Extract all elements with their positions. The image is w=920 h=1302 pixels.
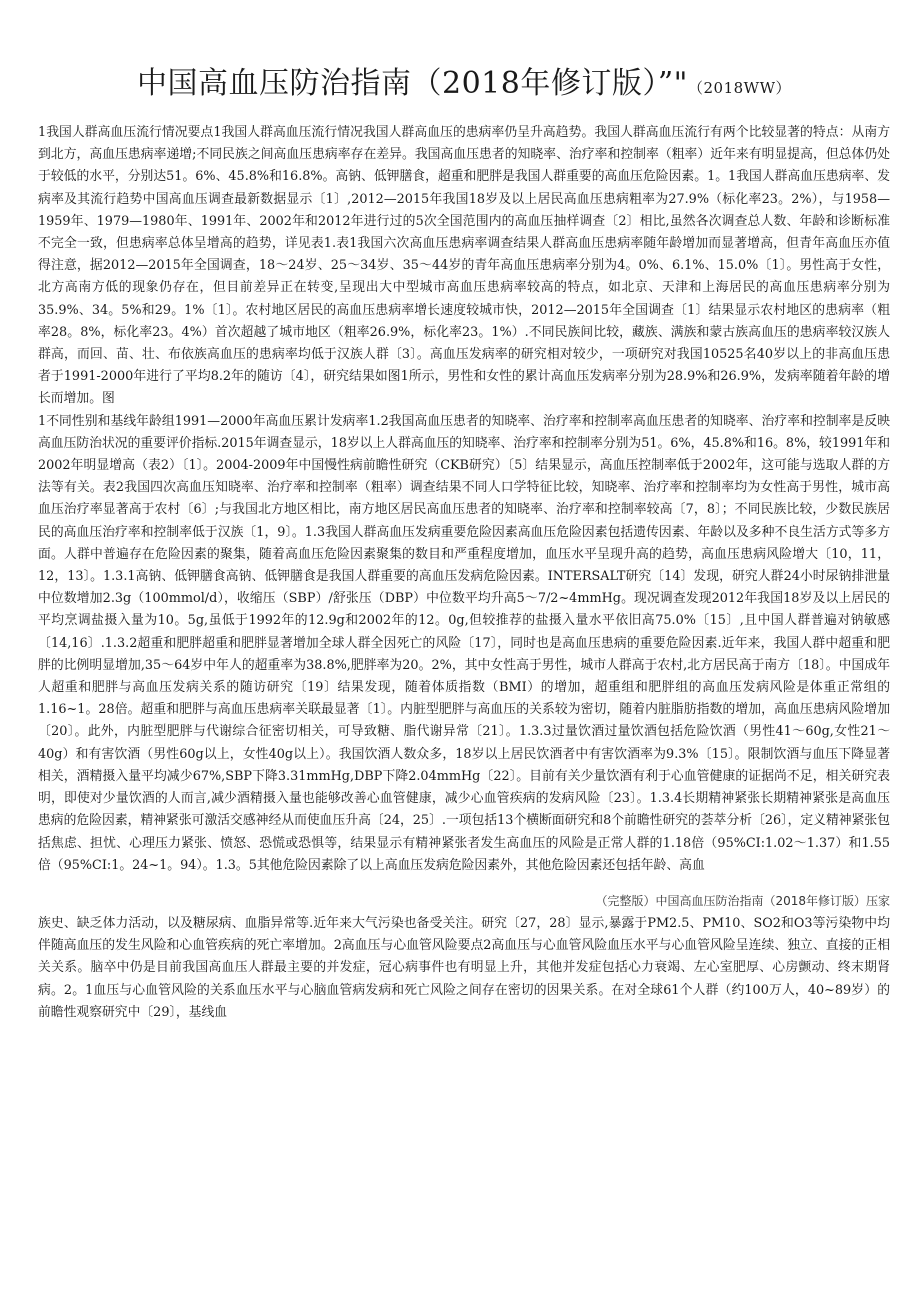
title-suffix: （2018WW） <box>687 79 791 97</box>
body-paragraph: 1不同性别和基线年龄组1991—2000年高血压累计发病率1.2我国高血压患者的知晓率、治疗率和控制率高血压患者的知晓率、治疗率和控制率是反映高血压防治状况的重要评价指标.2015年调查显示，18岁以上人群高血压的知晓率、治疗率和控制率分别为51。6%，45.8%和16。8%，较1991年和2002年明显增高（表2）〔1〕。2004-2009年中国慢性病前瞻性研究（CKB研究）〔5〕结果显示，高血压控制率低于2002年，这可能与选取人群的方法等有关。表2我国四次高血压知晓率、治疗率和控制率（粗率）调查结果不同人口学特征比较，知晓率、治疗率和控制率均为女性高于男性，城市高血压治疗率显著高于农村〔6〕;与我国北方地区相比，南方地区居民高血压患者的知晓率、治疗率和控制率较高〔7，8〕；不同民族比较，少数民族居民的高血压治疗率和控制率低于汉族〔1，9〕。1.3我国人群高血压发病重要危险因素高血压危险因素包括遗传因素、年龄以及多种不良生活方式等多方面。人群中普遍存在危险因素的聚集，随着高血压危险因素聚集的数目和严重程度增加，血压水平呈现升高的趋势，高血压患病风险增大〔10，11，12，13〕。1.3.1高钠、低钾膳食高钠、低钾膳食是我国人群重要的高血压发病危险因素。INTERSALT研究〔14〕发现，研究人群24小时尿钠排泄量中位数增加2.3g（100mmol/d），收缩压（SBP）/舒张压（DBP）中位数平均升高5～7/2~4mmHg。现况调查发现2012年我国18岁及以上居民的平均烹调盐摄入量为10。5g,虽低于1992年的12.9g和2002年的12。0g,但较推荐的盐摄入量水平依旧高75.0%〔15〕,且中国人群普遍对钠敏感〔14,16〕.1.3.2超重和肥胖超重和肥胖显著增加全球人群全因死亡的风险〔17〕，同时也是高血压患病的重要危险因素.近年来，我国人群中超重和肥胖的比例明显增加,35～64岁中年人的超重率为38.8%,肥胖率为20。2%，其中女性高于男性，城市人群高于农村,北方居民高于南方〔18〕。中国成年人超重和肥胖与高血压发病关系的随访研究〔19〕结果发现，随着体质指数（BMI）的增加，超重组和肥胖组的高血压发病风险是体重正常组的1.16~1。28倍。超重和肥胖与高血压患病率关联最显著〔1〕。内脏型肥胖与高血压的关系较为密切，随着内脏脂肪指数的增加，高血压患病风险增加〔20〕。此外，内脏型肥胖与代谢综合征密切相关，可导致糖、脂代谢异常〔21〕。1.3.3过量饮酒过量饮酒包括危险饮酒（男性41～60g,女性21～40g）和有害饮酒（男性60g以上，女性40g以上）。我国饮酒人数众多，18岁以上居民饮酒者中有害饮酒率为9.3%〔15〕。限制饮酒与血压下降显著相关，酒精摄入量平均减少67%,SBP下降3.31mmHg,DBP下降2.04mmHg〔22〕。目前有关少量饮酒有利于心血管健康的证据尚不足，相关研究表明，即使对少量饮酒的人而言,减少酒精摄入量也能够改善心血管健康，减少心血管疾病的发病风险〔23〕。1.3.4长期精神紧张长期精神紧张是高血压患病的危险因素，精神紧张可激活交感神经从而使血压升高〔24，25〕.一项包括13个横断面研究和8个前瞻性研究的荟萃分析〔26〕，定义精神紧张包括焦虑、担忧、心理压力紧张、愤怒、恐慌或恐惧等，结果显示有精神紧张者发生高血压的风险是正常人群的1.18倍（95%CI:1.02～1.37）和1.55倍（95%CI:1。24~1。94）。1.3。5其他危险因素除了以上高血压发病危险因素外，其他危险因素还包括年龄、高血 <box>38 413 890 873</box>
title-main: 中国高血压防治指南（2018年修订版）”" <box>137 66 688 101</box>
body-paragraph: 1我国人群高血压流行情况要点1我国人群高血压流行情况我国人群高血压的患病率仍呈升高趋势。我国人群高血压流行有两个比较显著的特点：从南方到北方，高血压患病率递增;不同民族之间高血压患病率存在差异。我国高血压患者的知晓率、治疗率和控制率（粗率）近年来有明显提高，但总体仍处于较低的水平，分别达51。6%、45.8%和16.8%。高钠、低钾膳食，超重和肥胖是我国人群重要的高血压危险因素。1。1我国人群高血压患病率、发病率及其流行趋势中国高血压调查最新数据显示〔1〕,2012—2015年我国18岁及以上居民高血压患病粗率为27.9%（标化率23。2%），与1958—1959年、1979—1980年、1991年、2002年和2012年进行过的5次全国范围内的高血压抽样调查〔2〕相比,虽然各次调查总人数、年龄和诊断标准不完全一致，但患病率总体呈增高的趋势，详见表1.表1我国六次高血压患病率调查结果人群高血压患病率随年龄增加而显著增高，但青年高血压亦值得注意，据2012—2015年全国调查，18～24岁、25～34岁、35～44岁的青年高血压患病率分别为4。0%、6.1%、15.0%〔1〕。男性高于女性，北方高南方低的现象仍存在，但目前差异正在转变,呈现出大中型城市高血压患病率较高的特点，如北京、天津和上海居民的高血压患病率分别为35.9%、34。5%和29。1%〔1〕。农村地区居民的高血压患病率增长速度较城市快，2012—2015年全国调查〔1〕结果显示农村地区的患病率（粗率28。8%，标化率23。4%）首次超越了城市地区（粗率26.9%，标化率23。1%）.不同民族间比较，藏族、满族和蒙古族高血压的患病率较汉族人群高，而回、苗、壮、布依族高血压的患病率均低于汉族人群〔3〕。高血压发病率的研究相对较少，一项研究对我国10525名40岁以上的非高血压患者于1991-2000年进行了平均8.2年的随访〔4〕，研究结果如图1所示，男性和女性的累计高血压发病率分别为28.9%和26.9%，发病率随着年龄的增长而增加。图 <box>38 125 890 407</box>
continuation-paragraph: 族史、缺乏体力活动，以及糖尿病、血脂异常等.近年来大气污染也备受关注。研究〔27，28〕显示,暴露于PM2.5、PM10、SO2和O3等污染物中均伴随高血压的发生风险和心血管疾病的死亡率增加。2高血压与心血管风险要点2高血压与心血管风险血压水平与心血管风险呈连续、独立、直接的正相关关系。脑卒中仍是目前我国高血压人群最主要的并发症，冠心病事件也有明显上升，其他并发症包括心力衰竭、左心室肥厚、心房颤动、终末期肾病。2。1血压与心血管风险的关系血压水平与心脑血管病发病和死亡风险之间存在密切的因果关系。在对全球61个人群（约100万人，40~89岁）的前瞻性观察研究中〔29〕，基线血 <box>38 915 890 1020</box>
document-title <box>38 0 890 108</box>
page-footer: （完整版）中国高血压防治指南（2018年修订版）压家 <box>595 893 890 908</box>
